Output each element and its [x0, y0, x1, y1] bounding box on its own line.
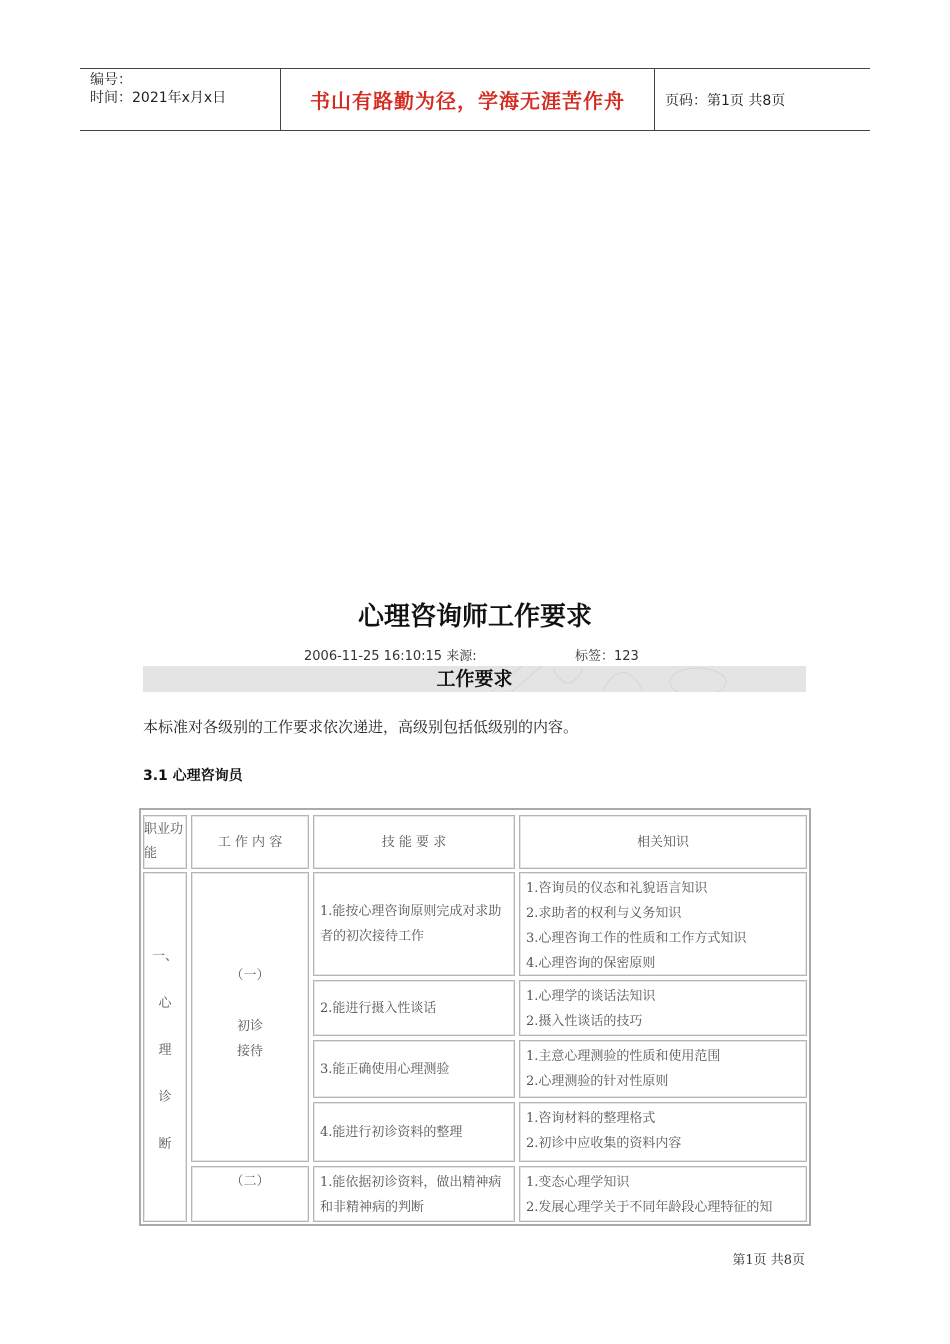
watermark-icon — [483, 666, 753, 692]
knowledge-line: 1.心理学的谈话法知识 — [526, 989, 656, 1004]
content-line: 初诊 — [236, 1019, 263, 1034]
skill-cell: 3.能正确使用心理测验 — [313, 1040, 515, 1098]
content-line: 接待 — [236, 1044, 263, 1059]
section-band — [143, 666, 806, 692]
knowledge-line: 2.心理测验的针对性原则 — [526, 1074, 669, 1089]
requirements-table — [139, 808, 811, 1226]
knowledge-line: 1.咨询材料的整理格式 — [526, 1111, 656, 1126]
function-char: 断 — [158, 1137, 172, 1152]
intro-paragraph: 本标准对各级别的工作要求依次递进，高级别包括低级别的内容。 — [143, 718, 579, 736]
header-content: 工 作 内 容 — [191, 815, 309, 869]
function-cell — [143, 872, 187, 1222]
header-function: 职业功能 — [143, 815, 187, 869]
page-footer: 第1页 共8页 — [732, 1253, 805, 1268]
knowledge-line: 4.心理咨询的保密原则 — [526, 956, 656, 971]
content-cell-2: （二） — [191, 1166, 309, 1222]
knowledge-line: 1.主意心理测验的性质和使用范围 — [526, 1049, 721, 1064]
knowledge-line: 2.发展心理学关于不同年龄段心理特征的知 — [526, 1200, 773, 1215]
knowledge-cell — [519, 872, 807, 976]
article-title: 心理咨询师工作要求 — [357, 602, 592, 632]
header-motto: 书山有路勤为径，学海无涯苦作舟 — [281, 69, 655, 130]
header-knowledge: 相关知识 — [519, 815, 807, 869]
knowledge-line: 1.变态心理学知识 — [526, 1175, 630, 1190]
section-heading: 3.1 心理咨询员 — [143, 768, 243, 784]
knowledge-line: 2.求助者的权利与义务知识 — [526, 906, 682, 921]
header-skills: 技 能 要 求 — [313, 815, 515, 869]
page-header — [80, 68, 870, 131]
time-label: 时间：2021年x月x日 — [90, 90, 227, 106]
knowledge-line: 2.初诊中应收集的资料内容 — [526, 1136, 682, 1151]
article-date-source: 2006-11-25 16:10:15 来源: — [304, 649, 477, 664]
function-char: 心 — [158, 996, 172, 1011]
knowledge-cell — [519, 980, 807, 1036]
band-title: 工作要求 — [436, 668, 513, 690]
function-char: 理 — [158, 1043, 172, 1058]
header-left — [80, 69, 281, 130]
knowledge-line: 2.摄入性谈话的技巧 — [526, 1014, 643, 1029]
knowledge-cell — [519, 1102, 807, 1162]
content-number: （一） — [230, 968, 270, 983]
number-label: 编号： — [90, 72, 132, 88]
skill-cell: 1.能依据初诊资料，做出精神病和非精神病的判断 — [313, 1166, 515, 1222]
header-page-info: 页码：第1页 共8页 — [665, 92, 786, 109]
content-cell-1 — [191, 872, 309, 1162]
skill-cell: 4.能进行初诊资料的整理 — [313, 1102, 515, 1162]
skill-cell: 2.能进行摄入性谈话 — [313, 980, 515, 1036]
function-char: 一、 — [151, 949, 178, 964]
knowledge-cell — [519, 1166, 807, 1222]
function-char: 诊 — [158, 1090, 172, 1105]
article-tags: 标签：123 — [575, 649, 639, 664]
skill-cell: 1.能按心理咨询原则完成对求助者的初次接待工作 — [313, 872, 515, 976]
knowledge-line: 1.咨询员的仪态和礼貌语言知识 — [526, 881, 708, 896]
knowledge-line: 3.心理咨询工作的性质和工作方式知识 — [526, 931, 747, 946]
knowledge-cell — [519, 1040, 807, 1098]
